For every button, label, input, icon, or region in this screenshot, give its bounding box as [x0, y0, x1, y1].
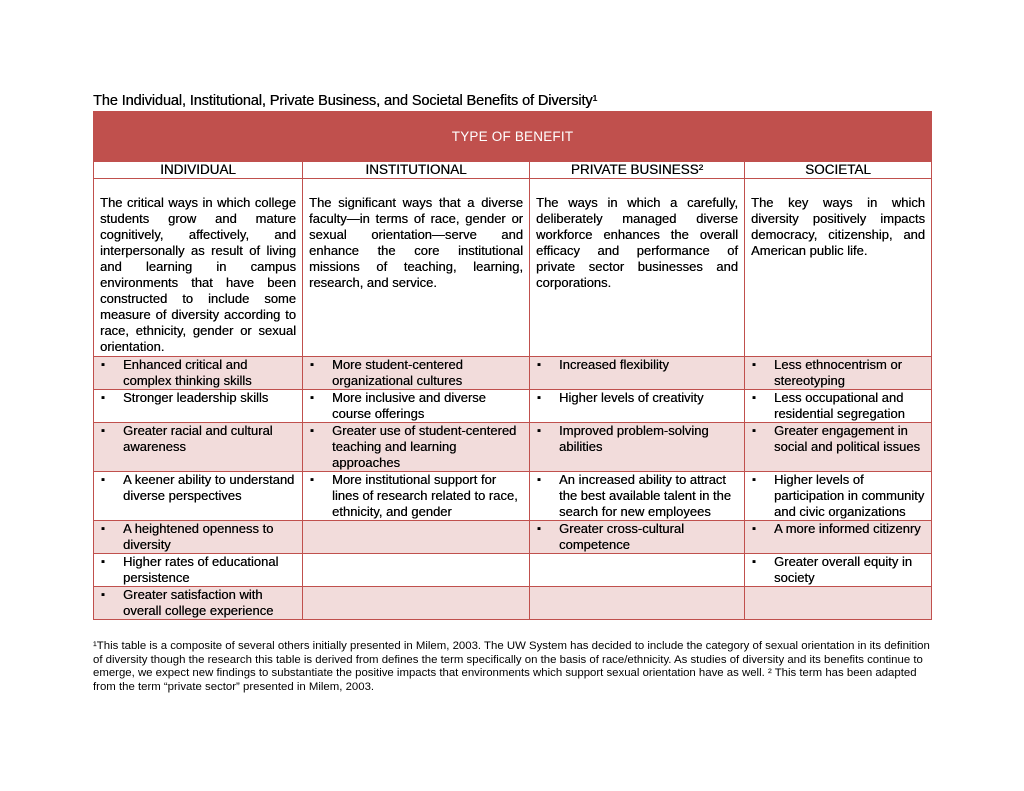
bullet-item	[100, 423, 296, 455]
table-cell	[94, 521, 303, 554]
bullet-item	[536, 357, 738, 373]
footnote	[93, 640, 933, 694]
header-societal: SOCIETAL	[745, 162, 932, 179]
bullet-icon: ▪	[310, 359, 314, 371]
bullet-icon: ▪	[101, 523, 105, 535]
bullet-item	[751, 472, 925, 520]
table-cell	[94, 423, 303, 472]
bullet-icon: ▪	[101, 392, 105, 404]
bullet-icon: ▪	[310, 392, 314, 404]
table-cell	[303, 390, 530, 423]
bullet-icon: ▪	[101, 359, 105, 371]
table-cell	[94, 554, 303, 587]
bullet-icon: ▪	[537, 392, 541, 404]
header-row	[94, 162, 932, 179]
bullet-item	[536, 472, 738, 520]
banner-row	[94, 112, 932, 162]
table-cell	[745, 554, 932, 587]
table-cell	[745, 587, 932, 620]
document-title: The Individual, Institutional, Private Business, and Societal Benefits of Diversity¹	[93, 93, 598, 109]
description-cell	[530, 179, 745, 357]
bullet-item	[100, 521, 296, 553]
bullet-item	[100, 554, 296, 586]
description-cell	[94, 179, 303, 357]
bullet-text: A keener ability to understand diverse perspectives	[123, 472, 295, 503]
benefits-table	[93, 111, 932, 620]
table-row	[94, 357, 932, 390]
table-cell	[530, 472, 745, 521]
bullet-icon: ▪	[537, 425, 541, 437]
table-row	[94, 472, 932, 521]
table-row	[94, 390, 932, 423]
table-cell	[745, 390, 932, 423]
table-cell	[94, 472, 303, 521]
table-cell	[303, 472, 530, 521]
bullet-item	[751, 554, 925, 586]
table-row	[94, 423, 932, 472]
table-cell	[530, 423, 745, 472]
table-cell	[530, 521, 745, 554]
bullet-text: More student-centered organizational cultures	[332, 357, 463, 388]
bullet-text: Stronger leadership skills	[123, 390, 269, 405]
table-cell	[303, 521, 530, 554]
description-text: The critical ways in which college students grow and mature cognitively, affectively, and interpersonally as result of living and learning in campus environments that have been constructed to include some measure of diversity according to race, ethnicity, gender or sexual orientation.	[100, 195, 296, 354]
bullet-item	[536, 423, 738, 455]
table-cell	[94, 587, 303, 620]
banner-cell: TYPE OF BENEFIT	[94, 112, 932, 162]
bullet-item	[100, 357, 296, 389]
bullet-text: Greater racial and cultural awareness	[123, 423, 273, 454]
header-individual: INDIVIDUAL	[94, 162, 303, 179]
table-cell	[94, 390, 303, 423]
bullet-item	[309, 472, 523, 520]
header-institutional: INSTITUTIONAL	[303, 162, 530, 179]
bullet-icon: ▪	[101, 474, 105, 486]
bullet-icon: ▪	[752, 523, 756, 535]
bullet-icon: ▪	[752, 556, 756, 568]
bullet-text: Greater overall equity in society	[774, 554, 913, 585]
bullet-item	[100, 587, 296, 619]
description-cell	[303, 179, 530, 357]
bullet-icon: ▪	[101, 556, 105, 568]
footnote-text: ¹This table is a composite of several others initially presented in Milem, 2003. The UW System has decided to include the category of sexual orientation in its definition of diversity though the research this table is derived from defines the term specifically on the basis of race/ethnicity. As studies of diversity and its benefits continue to emerge, we expect new findings to substantiate the positive impacts that environments which support sexual orientation have as well. ² This term has been adapted from the term “private sector” presented in Milem, 2003.	[93, 640, 930, 693]
table-cell	[303, 554, 530, 587]
table-cell	[94, 357, 303, 390]
bullet-icon: ▪	[537, 523, 541, 535]
bullet-item	[309, 423, 523, 471]
bullet-item	[536, 390, 738, 406]
table-cell	[745, 357, 932, 390]
description-text: The key ways in which diversity positively impacts democracy, citizenship, and American public life.	[751, 195, 926, 258]
bullet-item	[100, 472, 296, 504]
bullet-item	[536, 521, 738, 553]
bullet-text: Higher levels of participation in community and civic organizations	[774, 472, 925, 519]
bullet-text: A more informed citizenry	[774, 521, 921, 536]
bullet-text: Higher rates of educational persistence	[123, 554, 279, 585]
table-cell	[530, 554, 745, 587]
bullet-text: Increased flexibility	[559, 357, 669, 372]
bullet-text: Less occupational and residential segregation	[774, 390, 905, 421]
table-row	[94, 521, 932, 554]
bullet-item	[751, 357, 925, 389]
bullet-text: More inclusive and diverse course offerings	[332, 390, 486, 421]
bullet-text: Improved problem-solving abilities	[559, 423, 709, 454]
table-cell	[530, 357, 745, 390]
bullet-text: An increased ability to attract the best available talent in the search for new employees	[559, 472, 732, 519]
bullet-icon: ▪	[101, 589, 105, 601]
bullet-text: Higher levels of creativity	[559, 390, 704, 405]
bullet-item	[751, 423, 925, 455]
bullet-text: Greater cross-cultural competence	[559, 521, 684, 552]
table-cell	[303, 357, 530, 390]
bullet-item	[309, 357, 523, 389]
bullet-item	[751, 521, 925, 537]
table-cell	[530, 587, 745, 620]
bullet-icon: ▪	[752, 474, 756, 486]
bullet-icon: ▪	[752, 359, 756, 371]
bullet-text: A heightened openness to diversity	[123, 521, 274, 552]
table-cell	[745, 521, 932, 554]
bullet-icon: ▪	[752, 392, 756, 404]
bullet-text: Enhanced critical and complex thinking skills	[123, 357, 252, 388]
table-cell	[745, 472, 932, 521]
bullet-text: More institutional support for lines of research related to race, ethnicity, and gender	[332, 472, 518, 519]
description-text: The ways in which a carefully, deliberately managed diverse workforce enhances the overall efficacy and performance of private sector businesses and corporations.	[536, 195, 738, 290]
bullet-icon: ▪	[101, 425, 105, 437]
bullet-text: Less ethnocentrism or stereotyping	[774, 357, 902, 388]
table-row	[94, 554, 932, 587]
bullet-text: Greater satisfaction with overall college experience	[123, 587, 274, 618]
bullet-item	[309, 390, 523, 422]
bullet-icon: ▪	[537, 474, 541, 486]
bullet-icon: ▪	[752, 425, 756, 437]
table-cell	[303, 587, 530, 620]
description-row	[94, 179, 932, 357]
bullet-icon: ▪	[537, 359, 541, 371]
bullet-text: Greater engagement in social and political issues	[774, 423, 920, 454]
bullet-text: Greater use of student-centered teaching and learning approaches	[332, 423, 517, 470]
table-cell	[530, 390, 745, 423]
table-row	[94, 587, 932, 620]
table-cell	[745, 423, 932, 472]
header-private-business: PRIVATE BUSINESS²	[530, 162, 745, 179]
table-cell	[303, 423, 530, 472]
bullet-icon: ▪	[310, 474, 314, 486]
bullet-item	[100, 390, 296, 406]
bullet-item	[751, 390, 925, 422]
bullet-icon: ▪	[310, 425, 314, 437]
description-cell	[745, 179, 932, 357]
description-text: The significant ways that a diverse faculty—in terms of race, gender or sexual orientation—serve and enhance the core institutional missions of teaching, learning, research, and service.	[309, 195, 523, 290]
